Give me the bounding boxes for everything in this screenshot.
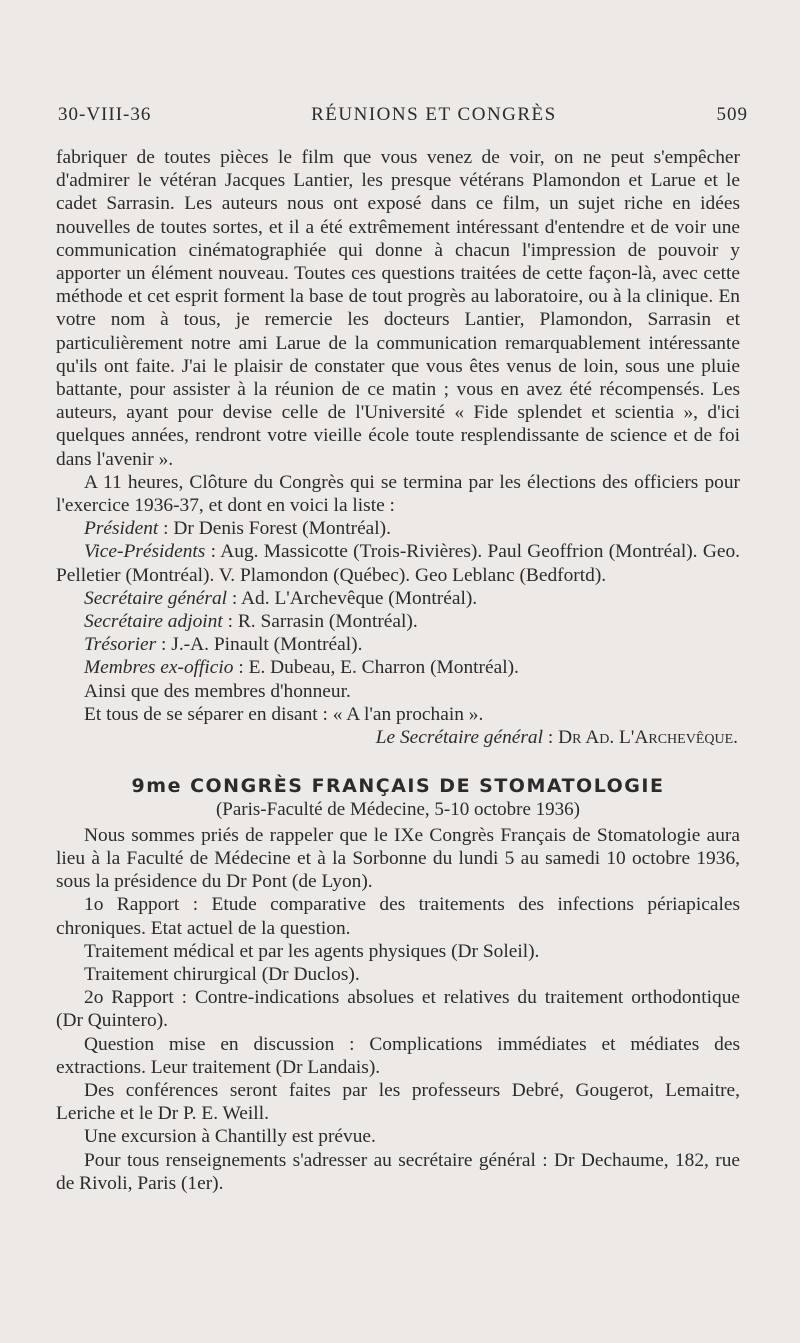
paragraph-treatment-medical: Traitement médical et par les agents physiques (Dr Soleil). — [84, 940, 540, 962]
paragraph-contact: Pour tous renseignements s'adresser au secrétaire général : Dr Dechaume, 182, rue de Rivoli, Paris (1er). — [56, 1149, 740, 1194]
officer-president — [84, 517, 740, 540]
officers-list — [56, 517, 740, 726]
paragraph-conferences: Des conférences seront faites par les professeurs Debré, Gougerot, Lemaitre, Leriche et le Dr P. E. Weill. — [56, 1079, 740, 1125]
paragraph-report-1: 1o Rapport : Etude comparative des traitements des infections périapicales chroniques. Etat actuel de la question. — [56, 894, 740, 939]
officer-label: Vice-Présidents — [84, 541, 206, 563]
farewell-line: Et tous de se séparer en disant : « A l'an prochain ». — [84, 703, 484, 725]
signature — [56, 726, 740, 749]
officer-value: : J.-A. Pinault (Montréal). — [156, 634, 363, 656]
paragraph-excursion: Une excursion à Chantilly est prévue. — [84, 1126, 376, 1148]
paragraph-congress-intro: Nous sommes priés de rappeler que le IXe Congrès Français de Stomatologie aura lieu à la Faculté de Médecine et à la Sorbonne du lundi 5 au samedi 10 octobre 1936, sous la présidence du Dr Pont (de Lyon). — [56, 824, 740, 893]
officer-secretary-general — [84, 587, 740, 610]
signature-label: Le Secrétaire général — [375, 727, 544, 749]
officer-value: : Ad. L'Archevêque (Montréal). — [227, 587, 478, 609]
officer-treasurer — [84, 633, 740, 656]
paragraph-discussion: Question mise en discussion : Complications immédiates et médiates des extractions. Leur traitement (Dr Landais). — [56, 1033, 740, 1078]
officer-label: Trésorier — [84, 634, 157, 656]
officer-label: Secrétaire général — [84, 587, 228, 609]
officer-value: : E. Dubeau, E. Charron (Montréal). — [233, 657, 519, 679]
officer-secretary-adjoint — [84, 610, 740, 633]
header-date: 30-VIII-36 — [58, 104, 152, 125]
officer-label: Président — [84, 518, 159, 540]
paragraph-speech: fabriquer de toutes pièces le film que vous venez de voir, on ne peut s'empêcher d'admirer le vétéran Jacques Lantier, les presque vétérans Plamondon et Larue et le cadet Sarrasin. Les auteurs nous ont exposé dans ce film, un sujet riche en idées nouvelles de toutes sortes, et il a été extrêmement intéressant d'entendre et de voir une communication cinématographiée qui donne à chacun l'impression de pouvoir y apporter un élément nouveau. Toutes ces questions traitées de cette façon-là, avec cette méthode et cet esprit forment la base de tout progrès au laboratoire, ou à la clinique. En votre nom à tous, je remercie les docteurs Lantier, Plamondon, Sarrasin et particulièrement notre ami Larue de la communication remarquablement intéressante qu'ils ont faite. J'ai le plaisir de constater que vous êtes venus de loin, sous une pluie battante, pour assister à la réunion de ce matin ; vous en avez été récompensés. Les auteurs, ayant pour devise celle de l'Université « Fide splendet et scientia », d'ici quelques années, rendront votre vieille école toute resplendissante de science et de foi dans l'avenir ». — [56, 147, 740, 470]
section-subtitle: (Paris-Faculté de Médecine, 5-10 octobre 1936) — [215, 799, 581, 821]
officer-value: : R. Sarrasin (Montréal). — [222, 611, 418, 633]
officer-value: : Aug. Massicotte (Trois-Rivières). Paul Geoffrion (Montréal). Geo. Pelletier (Montréal). V. Plamondon (Québec). Geo Leblanc (Bedfortd). — [56, 541, 740, 586]
header-title: RÉUNIONS ET CONGRÈS — [311, 104, 557, 125]
section-title: 9me CONGRÈS FRANÇAIS DE STOMATOLOGIE — [131, 775, 665, 798]
officer-vice-presidents — [56, 540, 740, 586]
page-number: 509 — [716, 104, 748, 125]
officer-members — [84, 656, 740, 679]
officer-label: Secrétaire adjoint — [84, 611, 223, 633]
officer-value: : Dr Denis Forest (Montréal). — [158, 518, 391, 540]
running-header — [58, 104, 748, 126]
page-body — [56, 146, 740, 1195]
honor-members-line: Ainsi que des membres d'honneur. — [84, 680, 351, 702]
paragraph-report-2: 2o Rapport : Contre-indications absolues et relatives du traitement orthodontique (Dr Quintero). — [56, 987, 740, 1032]
signature-value: : Dr Ad. L'Archevêque. — [543, 727, 738, 749]
paragraph-closing: A 11 heures, Clôture du Congrès qui se termina par les élections des officiers pour l'exercice 1936-37, et dont en voici la liste : — [56, 471, 740, 517]
officer-label: Membres ex-officio — [84, 657, 234, 679]
paragraph-treatment-surgical: Traitement chirurgical (Dr Duclos). — [84, 963, 360, 985]
